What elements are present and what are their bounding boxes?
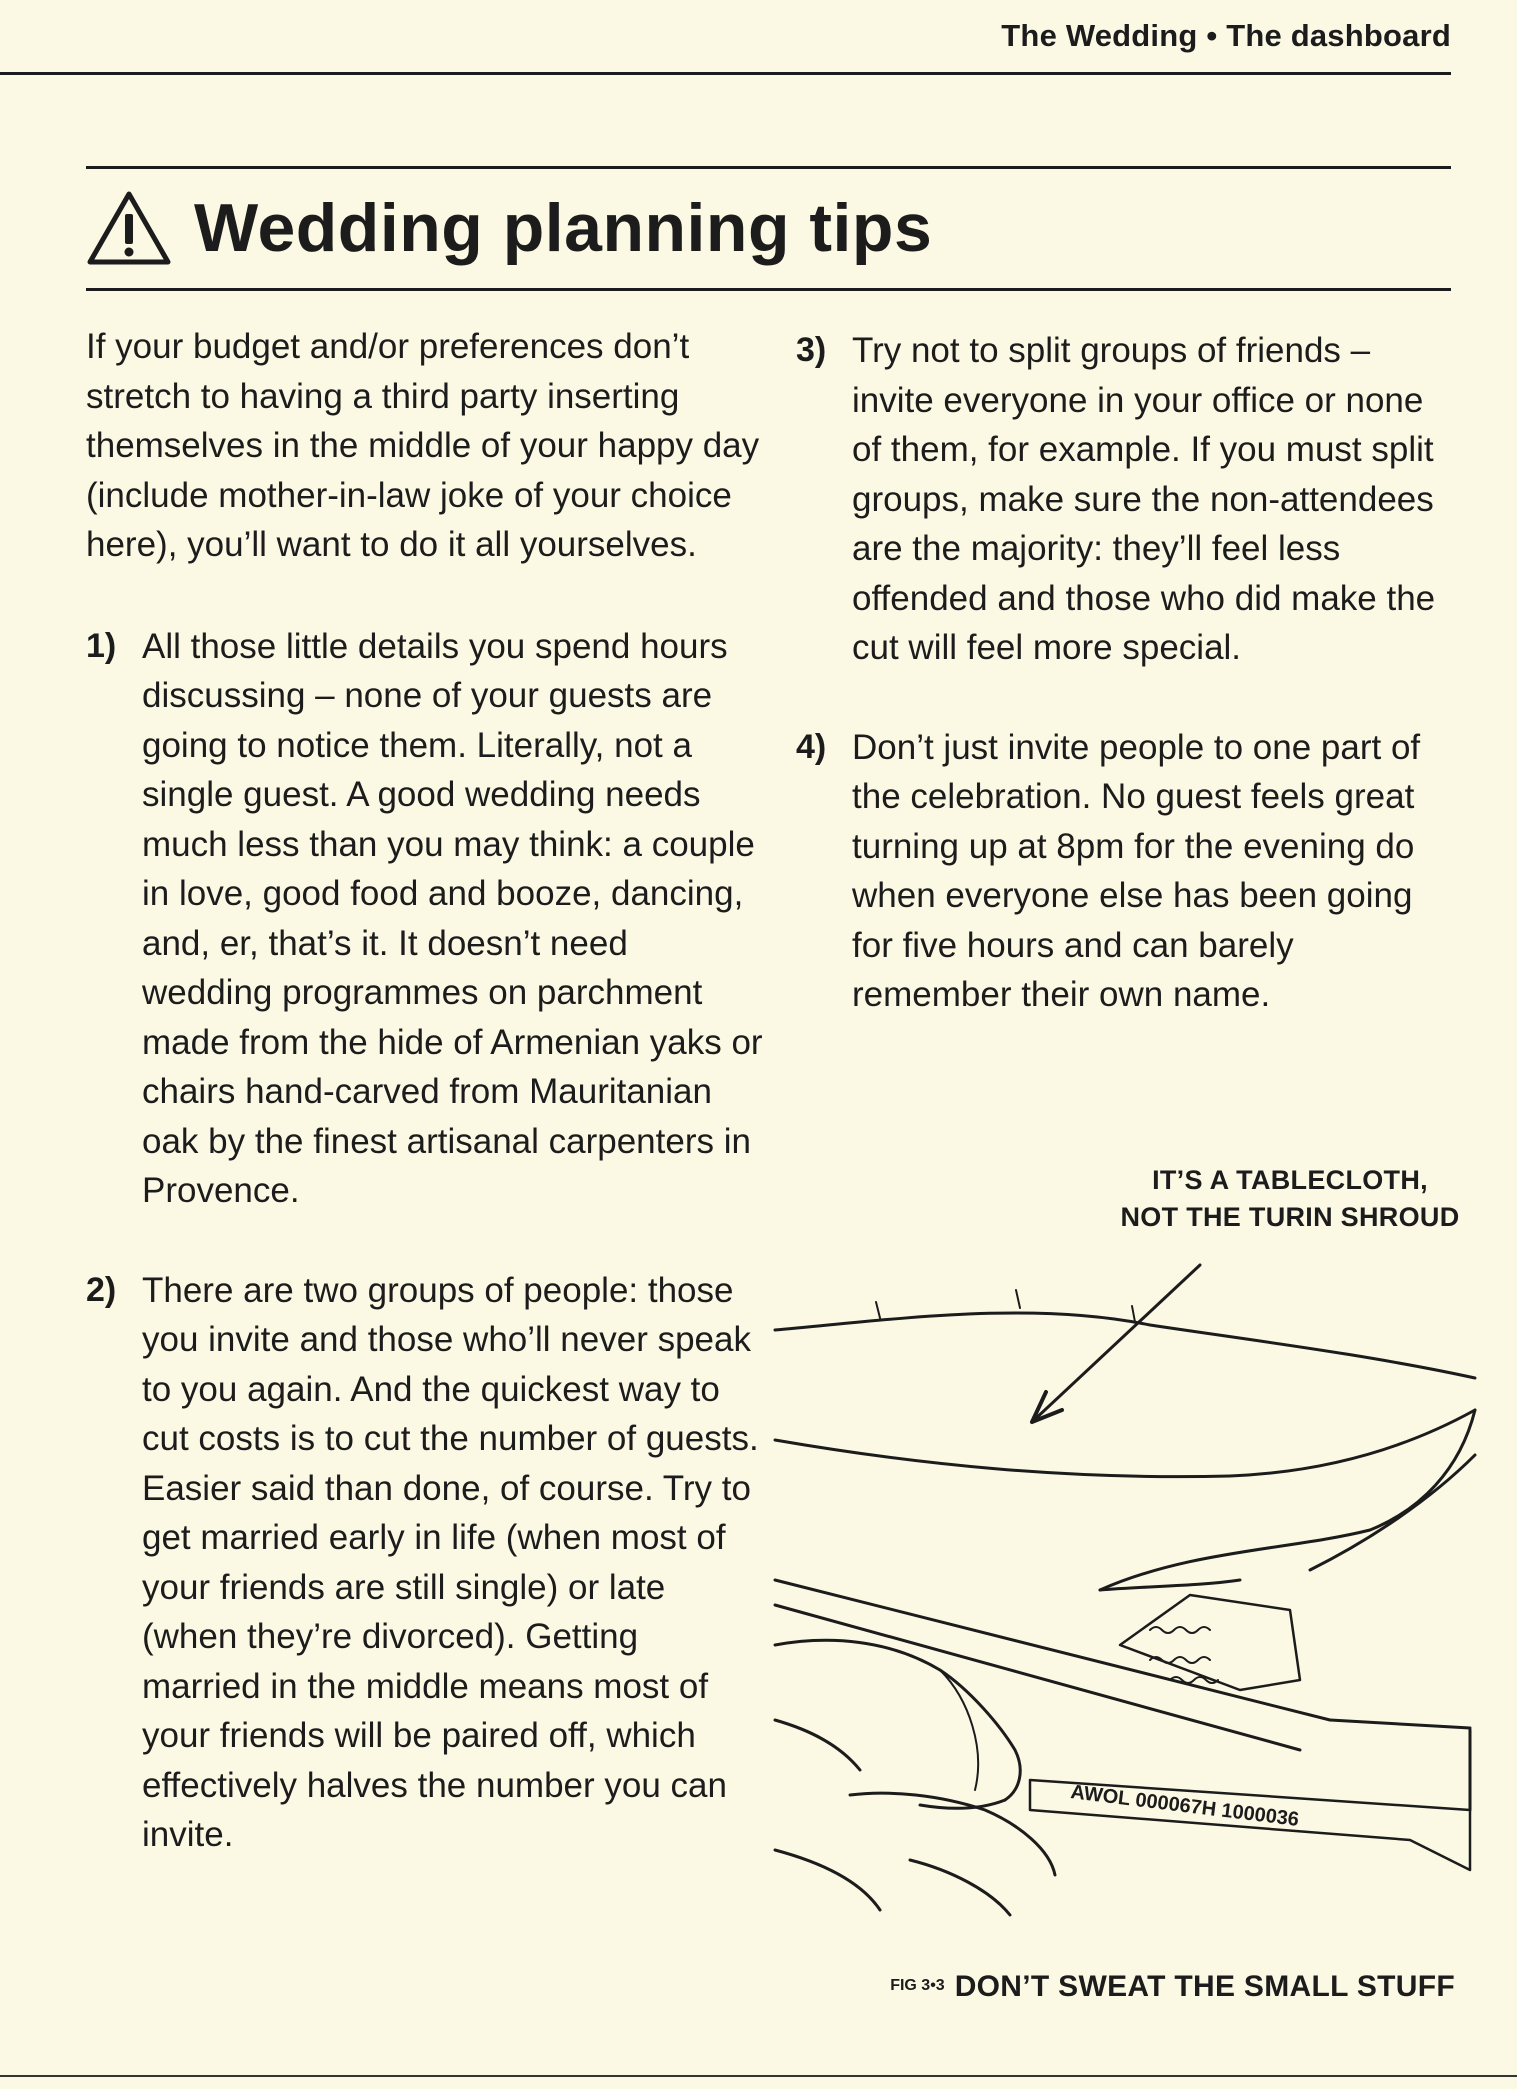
bottom-rule [0,2075,1517,2077]
figure-caption [805,1970,1455,2004]
figure-title: DON’T SWEAT THE SMALL STUFF [954,1970,1455,2003]
section-title: Wedding planning tips [194,190,933,266]
tip-text: Don’t just invite people to one part of the celebration. No guest feels great turning up at 8pm for the evening do when everyone else has been going for five hours and can barely remember their own name. [852,727,1421,1014]
tip-item-3 [796,326,1456,673]
tip-text: Try not to split groups of friends – invite everyone in your office or none of them, for example. If you must split groups, make sure the non-attendees are the majority: they’ll feel less offended and those who did make the cut will feel more special. [852,331,1436,667]
arrow-caption: IT’S A TABLECLOTH, NOT THE TURIN SHROUD [1120,1165,1460,1232]
tip-number: 1) [86,626,117,665]
tip-item-1 [86,622,766,1216]
tip-number: 2) [86,1270,117,1309]
tablecloth-illustration [770,1250,1490,1920]
running-header: The Wedding • The dashboard [1001,18,1451,53]
warning-triangle-icon [86,190,172,266]
tip-item-2 [86,1266,766,1860]
tip-number: 3) [796,331,827,369]
tip-text: All those little details you spend hours discussing – none of your guests are going to notice them. Literally, not a single guest. A good wedding needs much less than you may think: a couple in love, good food and booze, dancing, and, er, that’s it. It doesn’t need wedding programmes on parchment made from the hide of Armenian yaks or chairs hand-carved from Mauritanian oak by the finest artisanal carpenters in Provence. [142,626,763,1210]
tip-number: 4) [796,727,827,766]
top-rule [0,72,1451,75]
title-rule-bottom [86,288,1451,291]
label-strip-text: AWOL 000067H 1000036 [1069,1781,1301,1831]
tip-item-4 [796,723,1456,1020]
left-column [86,322,766,1910]
right-column [796,326,1456,1070]
tip-text: There are two groups of people: those you invite and those who’ll never speak to you again. And the quickest way to cut costs is to cut the number of guests. Easier said than done, of course. Try to get married early in life (when most of your friends are still single) or late (when they’re divorced). Getting married in the middle means most of your friends will be paired off, which effectively halves the number you can invite. [142,1270,759,1854]
intro-paragraph: If your budget and/or preferences don’t stretch to having a third party inserting themselves in the middle of your happy day (include mother-in-law joke of your choice here), you’ll want to do it all yourselves. [86,327,760,564]
arrow-line [1032,1265,1200,1422]
title-rule-top [86,166,1451,169]
figure-number: FIG 3•3 [890,1977,945,1994]
section-title-row [86,188,932,268]
